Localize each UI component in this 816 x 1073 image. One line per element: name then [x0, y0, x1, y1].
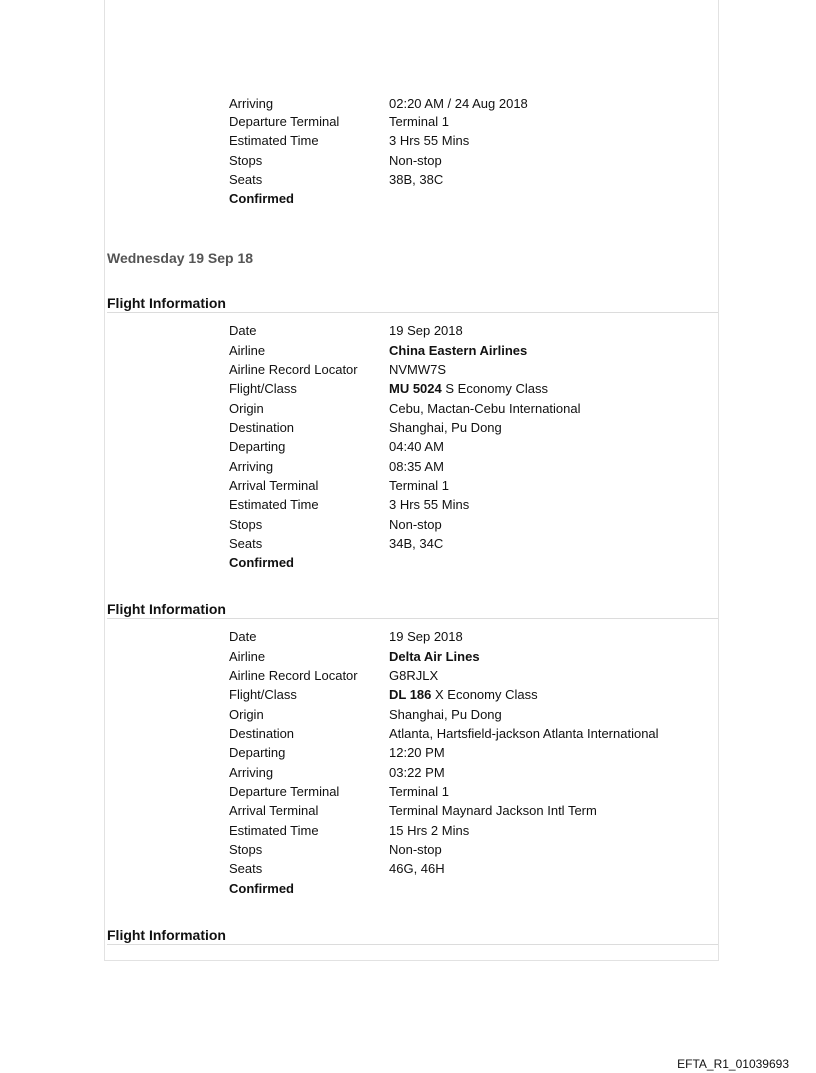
row-value: Terminal 1 — [389, 784, 449, 799]
row-label: Arrival Terminal — [229, 803, 319, 818]
row-label: Stops — [229, 842, 263, 857]
row-value: Non-stop — [389, 842, 442, 857]
row-label: Estimated Time — [229, 823, 319, 838]
row-label: Destination — [229, 420, 295, 435]
cabin-class: X Economy Class — [431, 687, 538, 702]
day-heading: Wednesday 19 Sep 18 — [107, 250, 254, 266]
row-value: 02:20 AM / 24 Aug 2018 — [389, 96, 528, 111]
row-label: Estimated Time — [229, 497, 319, 512]
row-label: Arriving — [229, 459, 274, 474]
row-label: Stops — [229, 517, 263, 532]
row-value: 04:40 AM — [389, 439, 444, 454]
row-label: Flight/Class — [229, 381, 297, 396]
record-locator: NVMW7S — [389, 362, 447, 377]
document-id: EFTA_R1_01039693 — [677, 1057, 789, 1071]
row-label: Origin — [229, 707, 264, 722]
row-value: Atlanta, Hartsfield-jackson Atlanta International — [389, 726, 659, 741]
row-label: Airline Record Locator — [229, 668, 358, 683]
flight-number: MU 5024 — [389, 381, 442, 396]
row-label: Airline Record Locator — [229, 362, 358, 377]
row-value: 12:20 PM — [389, 745, 445, 760]
flight-number: DL 186 — [389, 687, 432, 702]
row-value: Terminal Maynard Jackson Intl Term — [389, 803, 597, 818]
row-label: Arriving — [229, 96, 274, 111]
row-label: Destination — [229, 726, 295, 741]
flight-info-heading-2: Flight Information — [107, 600, 718, 619]
row-value: 08:35 AM — [389, 459, 444, 474]
row-value: 19 Sep 2018 — [389, 323, 463, 338]
airline-name: China Eastern Airlines — [389, 343, 528, 358]
row-value: Shanghai, Pu Dong — [389, 420, 502, 435]
row-value: 46G, 46H — [389, 861, 445, 876]
row-label: Arrival Terminal — [229, 478, 319, 493]
row-label: Seats — [229, 536, 263, 551]
flight-class-value — [389, 380, 548, 397]
row-label: Departing — [229, 439, 286, 454]
row-label: Departure Terminal — [229, 784, 340, 799]
row-label: Airline — [229, 649, 266, 664]
row-label: Departure Terminal — [229, 114, 340, 129]
row-label: Airline — [229, 343, 266, 358]
row-value: 3 Hrs 55 Mins — [389, 133, 470, 148]
cabin-class: S Economy Class — [441, 381, 548, 396]
row-value: 34B, 34C — [389, 536, 444, 551]
row-value: 38B, 38C — [389, 172, 444, 187]
row-value: Terminal 1 — [389, 114, 449, 129]
row-label: Seats — [229, 172, 263, 187]
flight-info-heading-3: Flight Information — [107, 926, 718, 945]
row-label: Seats — [229, 861, 263, 876]
row-label: Origin — [229, 401, 264, 416]
row-value: 19 Sep 2018 — [389, 629, 463, 644]
flight2-status: Confirmed — [229, 881, 294, 896]
row-value: Cebu, Mactan-Cebu International — [389, 401, 581, 416]
row-value: Terminal 1 — [389, 478, 449, 493]
row-value: 15 Hrs 2 Mins — [389, 823, 470, 838]
row-label: Estimated Time — [229, 133, 319, 148]
row-label: Departing — [229, 745, 286, 760]
row-value: Shanghai, Pu Dong — [389, 707, 502, 722]
row-value: 3 Hrs 55 Mins — [389, 497, 470, 512]
segment0-status: Confirmed — [229, 191, 294, 206]
row-label: Date — [229, 629, 257, 644]
flight-info-heading-1: Flight Information — [107, 294, 718, 313]
airline-name: Delta Air Lines — [389, 649, 480, 664]
record-locator: G8RJLX — [389, 668, 439, 683]
row-label: Flight/Class — [229, 687, 297, 702]
row-label: Date — [229, 323, 257, 338]
row-value: Non-stop — [389, 517, 442, 532]
row-label: Stops — [229, 153, 263, 168]
row-label: Arriving — [229, 765, 274, 780]
row-value: 03:22 PM — [389, 765, 445, 780]
flight-class-value — [389, 686, 538, 703]
row-value: Non-stop — [389, 153, 442, 168]
flight1-status: Confirmed — [229, 555, 294, 570]
